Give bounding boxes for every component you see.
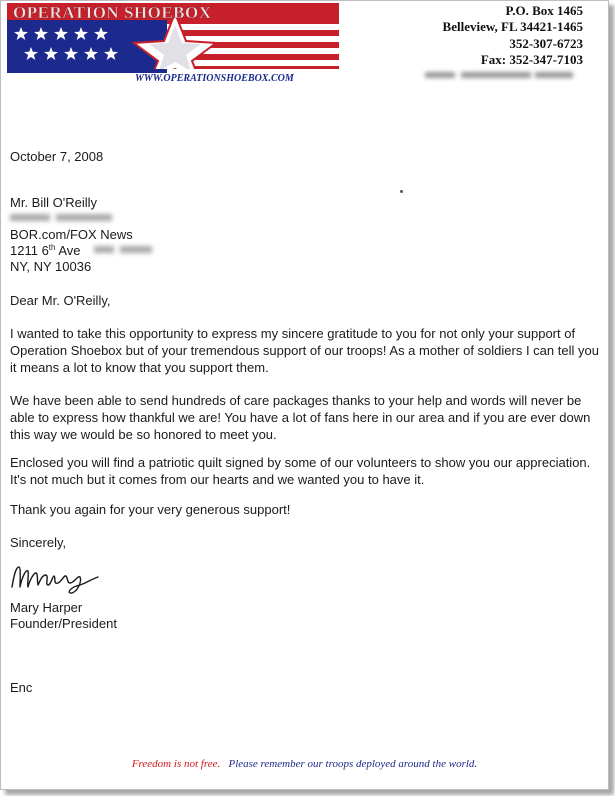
recipient-city: NY, NY 10036 xyxy=(10,259,92,274)
salutation: Dear Mr. O'Reilly, xyxy=(10,293,111,308)
footer-freedom-word: Freedom xyxy=(131,758,172,770)
paragraph-gratitude: I wanted to take this opportunity to express my sincere gratitude to you for not only your support of Operation Shoebox but of your tremendous support of our troops! As a mother of soldiers I can tell you it means a lot to know that you support them. xyxy=(10,326,599,375)
redacted-recipient-line xyxy=(10,211,114,226)
phone-number: 352-307-6723 xyxy=(509,35,583,51)
paragraph-care-packages: We have been able to send hundreds of care packages thanks to your help and words will never be able to express how thankful we are! You have a lot of fans here in our area and if you are ever down this way we would be so honored to meet you. xyxy=(10,393,591,442)
recipient-org: BOR.com/FOX News xyxy=(10,227,133,242)
letter-date: October 7, 2008 xyxy=(10,149,104,164)
signer-title: Founder/President xyxy=(10,616,117,631)
recipient-name: Mr. Bill O'Reilly xyxy=(10,195,97,210)
street-number: 1211 6 xyxy=(10,243,49,258)
logo-website: WWW.OPERATIONSHOEBOX.COM xyxy=(135,73,294,83)
paragraph-thanks: Thank you again for your very generous support! xyxy=(10,502,291,517)
footer-not-free: is not free. xyxy=(171,758,221,770)
footer-slogan xyxy=(1,758,608,770)
street-name: Ave xyxy=(55,243,81,258)
footer-freedom xyxy=(132,758,220,770)
street-ordinal: th xyxy=(48,243,56,252)
signer-name: Mary Harper xyxy=(10,600,83,615)
enclosure-note: Enc xyxy=(10,680,33,695)
redacted-email xyxy=(425,69,573,81)
operation-shoebox-logo xyxy=(7,3,339,83)
paragraph-quilt: Enclosed you will find a patriotic quilt signed by some of our volunteers to show you our appreciation. It's not much but it comes from our hearts and we wanted you to have it. xyxy=(10,455,591,487)
recipient-street xyxy=(10,243,154,258)
fax-number: Fax: 352-347-7103 xyxy=(480,51,583,67)
footer-reminder: Please remember our troops deployed around the world. xyxy=(228,758,478,770)
contact-address-block xyxy=(443,3,583,68)
paper-speck xyxy=(400,190,403,193)
flag-logo-graphic xyxy=(7,3,339,83)
handwritten-signature xyxy=(8,561,103,597)
closing: Sincerely, xyxy=(10,535,67,550)
city-zip: Belleview, FL 34421-1465 xyxy=(442,19,583,35)
logo-org-name: OPERATION SHOEBOX xyxy=(13,3,212,22)
po-box: P.O. Box 1465 xyxy=(505,3,583,18)
